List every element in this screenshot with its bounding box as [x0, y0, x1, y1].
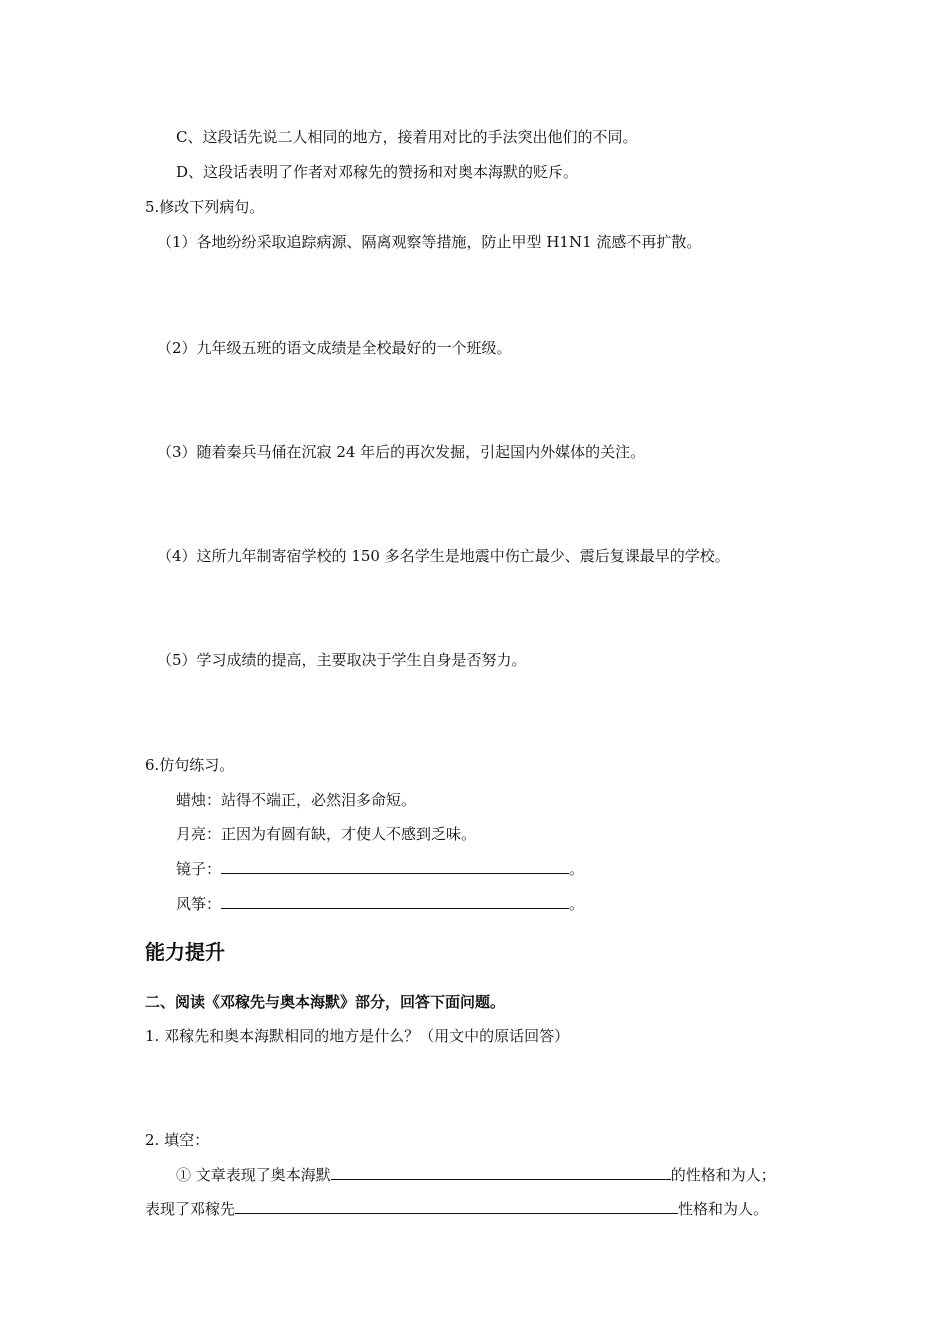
q5-item-3: （3）随着秦兵马俑在沉寂 24 年后的再次发掘，引起国内外媒体的关注。	[157, 443, 646, 461]
q6-example-2: 月亮：正因为有圆有缺，才使人不感到乏味。	[176, 825, 477, 843]
q6-prompt-1-label: 镜子：	[176, 860, 222, 878]
q5-item-4: （4）这所九年制寄宿学校的 150 多名学生是地震中伤亡最少、震后复课最早的学校。	[157, 547, 730, 565]
q5-item-2: （2）九年级五班的语文成绩是全校最好的一个班级。	[157, 339, 512, 357]
q4-option-c: C、这段话先说二人相同的地方，接着用对比的手法突出他们的不同。	[176, 128, 638, 146]
part2-question-1: 1. 邓稼先和奥本海默相同的地方是什么？（用文中的原话回答）	[145, 1027, 570, 1045]
q2-line-2-start: 表现了邓稼先	[145, 1200, 236, 1218]
part2-question-2-line-2	[145, 1198, 768, 1220]
q6-prompt-1-end: 。	[569, 860, 585, 878]
q6-title: 6.仿句练习。	[145, 756, 235, 774]
q4-option-d: D、这段话表明了作者对邓稼先的赞扬和对奥本海默的贬斥。	[176, 163, 579, 181]
q2-line-1-end: 的性格和为人；	[670, 1166, 776, 1184]
q5-item-5: （5）学习成绩的提高，主要取决于学生自身是否努力。	[157, 651, 527, 669]
q6-answer-blank-2[interactable]	[221, 894, 569, 909]
q6-example-1: 蜡烛：站得不端正，必然泪多命短。	[176, 791, 417, 809]
q2-answer-blank-2[interactable]	[235, 1199, 678, 1214]
section-title: 能力提升	[145, 940, 225, 964]
part2-question-2-line-1	[176, 1164, 776, 1186]
q6-prompt-2	[176, 893, 584, 915]
q2-line-1-start: ① 文章表现了奥本海默	[176, 1166, 331, 1184]
q6-prompt-2-label: 风筝：	[176, 895, 222, 913]
part2-question-2-title: 2. 填空：	[145, 1131, 210, 1149]
part2-heading: 二、阅读《邓稼先与奥本海默》部分，回答下面问题。	[145, 993, 506, 1011]
q6-prompt-1	[176, 858, 584, 880]
q2-answer-blank-1[interactable]	[331, 1165, 671, 1180]
q6-answer-blank-1[interactable]	[221, 859, 569, 874]
q5-item-1: （1）各地纷纷采取追踪病源、隔离观察等措施，防止甲型 H1N1 流感不再扩散。	[157, 233, 702, 251]
q2-line-2-end: 性格和为人。	[678, 1200, 769, 1218]
q6-prompt-2-end: 。	[569, 895, 585, 913]
q5-title: 5.修改下列病句。	[145, 198, 265, 216]
